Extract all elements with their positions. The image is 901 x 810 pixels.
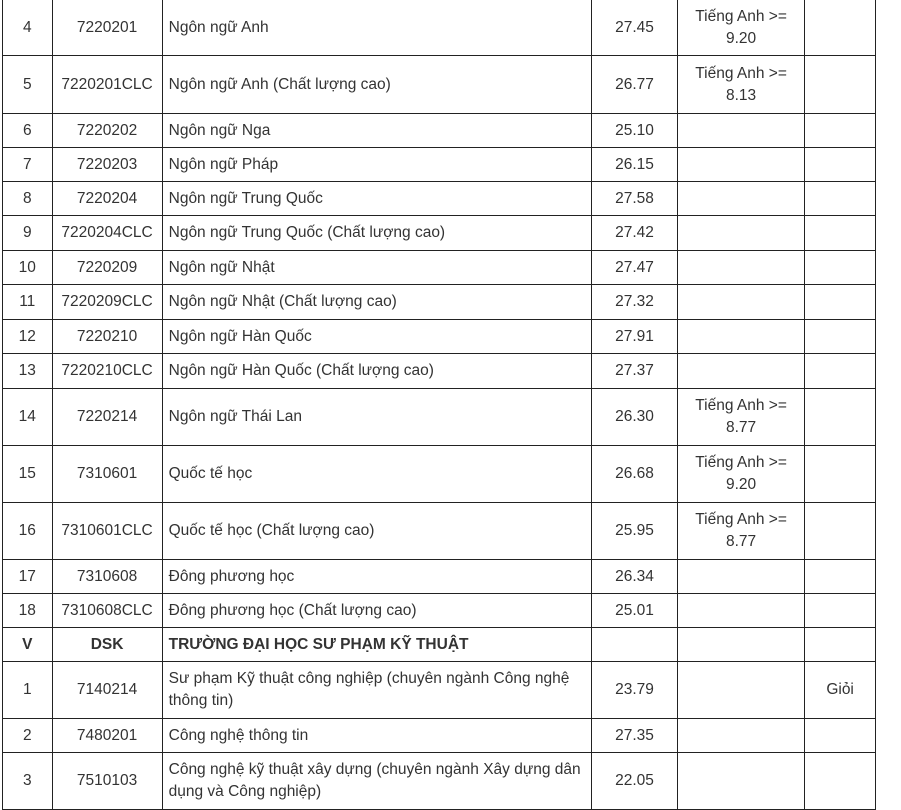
extra-criteria xyxy=(805,56,876,114)
row-index: 10 xyxy=(3,251,53,285)
subject-condition: Tiếng Anh >= 8.13 xyxy=(677,56,804,114)
table-row xyxy=(3,216,876,251)
table-row xyxy=(3,446,876,503)
major-code: 7480201 xyxy=(52,719,162,753)
subject-condition xyxy=(677,320,804,354)
section-roman-numeral: V xyxy=(3,628,53,662)
row-index: 15 xyxy=(3,446,53,503)
cutoff-score: 23.79 xyxy=(592,662,678,719)
table-row xyxy=(3,719,876,753)
major-name: Ngôn ngữ Trung Quốc (Chất lượng cao) xyxy=(162,216,591,251)
table-row xyxy=(3,389,876,446)
extra-criteria xyxy=(805,285,876,320)
major-name: Ngôn ngữ Thái Lan xyxy=(162,389,591,446)
major-name: Ngôn ngữ Nhật (Chất lượng cao) xyxy=(162,285,591,320)
cutoff-score: 27.47 xyxy=(592,251,678,285)
major-code: 7220210 xyxy=(52,320,162,354)
table-row xyxy=(3,0,876,56)
extra-criteria xyxy=(805,446,876,503)
cutoff-score: 25.95 xyxy=(592,503,678,560)
extra-criteria xyxy=(805,560,876,594)
cutoff-score: 26.34 xyxy=(592,560,678,594)
subject-condition xyxy=(677,662,804,719)
cutoff-score xyxy=(592,628,678,662)
major-code: 7310608 xyxy=(52,560,162,594)
extra-criteria xyxy=(805,753,876,810)
major-name: Ngôn ngữ Trung Quốc xyxy=(162,182,591,216)
subject-condition xyxy=(677,251,804,285)
row-index: 7 xyxy=(3,148,53,182)
major-name: Sư phạm Kỹ thuật công nghiệp (chuyên ngành Công nghệ thông tin) xyxy=(162,662,591,719)
major-name: Ngôn ngữ Anh xyxy=(162,0,591,56)
major-name: Đông phương học (Chất lượng cao) xyxy=(162,594,591,628)
row-index: 8 xyxy=(3,182,53,216)
row-index: 6 xyxy=(3,114,53,148)
major-name: Công nghệ thông tin xyxy=(162,719,591,753)
subject-condition xyxy=(677,285,804,320)
extra-criteria xyxy=(805,148,876,182)
extra-criteria xyxy=(805,389,876,446)
major-name: Quốc tế học xyxy=(162,446,591,503)
major-code: 7220209CLC xyxy=(52,285,162,320)
subject-condition: Tiếng Anh >= 8.77 xyxy=(677,503,804,560)
cutoff-score: 27.45 xyxy=(592,0,678,56)
row-index: 5 xyxy=(3,56,53,114)
subject-condition xyxy=(677,216,804,251)
row-index: 11 xyxy=(3,285,53,320)
major-name: Ngôn ngữ Hàn Quốc xyxy=(162,320,591,354)
cutoff-score: 26.77 xyxy=(592,56,678,114)
row-index: 2 xyxy=(3,719,53,753)
row-index: 1 xyxy=(3,662,53,719)
cutoff-score: 26.68 xyxy=(592,446,678,503)
cutoff-score: 27.91 xyxy=(592,320,678,354)
major-name: Ngôn ngữ Nhật xyxy=(162,251,591,285)
cutoff-score: 27.58 xyxy=(592,182,678,216)
cutoff-score: 26.15 xyxy=(592,148,678,182)
section-header-row xyxy=(3,628,876,662)
subject-condition xyxy=(677,560,804,594)
table-row xyxy=(3,753,876,810)
table-row xyxy=(3,662,876,719)
table-row xyxy=(3,560,876,594)
major-name: Ngôn ngữ Anh (Chất lượng cao) xyxy=(162,56,591,114)
extra-criteria xyxy=(805,251,876,285)
school-code: DSK xyxy=(52,628,162,662)
major-code: 7220201 xyxy=(52,0,162,56)
subject-condition: Tiếng Anh >= 9.20 xyxy=(677,446,804,503)
major-code: 7310601CLC xyxy=(52,503,162,560)
major-code: 7310608CLC xyxy=(52,594,162,628)
row-index: 14 xyxy=(3,389,53,446)
table-row xyxy=(3,56,876,114)
cutoff-score: 25.01 xyxy=(592,594,678,628)
cutoff-score: 26.30 xyxy=(592,389,678,446)
row-index: 9 xyxy=(3,216,53,251)
table-row xyxy=(3,251,876,285)
table-row xyxy=(3,320,876,354)
school-name: TRƯỜNG ĐẠI HỌC SƯ PHẠM KỸ THUẬT xyxy=(162,628,591,662)
subject-condition xyxy=(677,628,804,662)
extra-criteria xyxy=(805,503,876,560)
admission-score-table xyxy=(2,0,876,810)
major-code: 7140214 xyxy=(52,662,162,719)
cutoff-score: 22.05 xyxy=(592,753,678,810)
extra-criteria xyxy=(805,0,876,56)
row-index: 4 xyxy=(3,0,53,56)
table-row xyxy=(3,148,876,182)
major-code: 7220210CLC xyxy=(52,354,162,389)
subject-condition: Tiếng Anh >= 8.77 xyxy=(677,389,804,446)
extra-criteria xyxy=(805,594,876,628)
major-code: 7220204 xyxy=(52,182,162,216)
cutoff-score: 27.42 xyxy=(592,216,678,251)
row-index: 18 xyxy=(3,594,53,628)
table-row xyxy=(3,503,876,560)
major-name: Công nghệ kỹ thuật xây dựng (chuyên ngành Xây dựng dân dụng và Công nghiệp) xyxy=(162,753,591,810)
major-code: 7220202 xyxy=(52,114,162,148)
subject-condition xyxy=(677,594,804,628)
table-row xyxy=(3,114,876,148)
row-index: 3 xyxy=(3,753,53,810)
subject-condition xyxy=(677,182,804,216)
major-name: Quốc tế học (Chất lượng cao) xyxy=(162,503,591,560)
cutoff-score: 27.35 xyxy=(592,719,678,753)
major-code: 7220203 xyxy=(52,148,162,182)
extra-criteria xyxy=(805,354,876,389)
major-name: Ngôn ngữ Hàn Quốc (Chất lượng cao) xyxy=(162,354,591,389)
subject-condition xyxy=(677,114,804,148)
cutoff-score: 25.10 xyxy=(592,114,678,148)
extra-criteria xyxy=(805,628,876,662)
major-code: 7310601 xyxy=(52,446,162,503)
extra-criteria xyxy=(805,719,876,753)
extra-criteria xyxy=(805,320,876,354)
table-row xyxy=(3,354,876,389)
major-code: 7220201CLC xyxy=(52,56,162,114)
extra-criteria: Giỏi xyxy=(805,662,876,719)
extra-criteria xyxy=(805,114,876,148)
subject-condition xyxy=(677,148,804,182)
table-row xyxy=(3,182,876,216)
row-index: 17 xyxy=(3,560,53,594)
subject-condition xyxy=(677,753,804,810)
row-index: 12 xyxy=(3,320,53,354)
extra-criteria xyxy=(805,216,876,251)
major-name: Đông phương học xyxy=(162,560,591,594)
major-code: 7220204CLC xyxy=(52,216,162,251)
row-index: 13 xyxy=(3,354,53,389)
major-code: 7220214 xyxy=(52,389,162,446)
table-row xyxy=(3,285,876,320)
subject-condition xyxy=(677,354,804,389)
cutoff-score: 27.37 xyxy=(592,354,678,389)
major-code: 7510103 xyxy=(52,753,162,810)
major-code: 7220209 xyxy=(52,251,162,285)
cutoff-score: 27.32 xyxy=(592,285,678,320)
major-name: Ngôn ngữ Pháp xyxy=(162,148,591,182)
table-row xyxy=(3,594,876,628)
extra-criteria xyxy=(805,182,876,216)
major-name: Ngôn ngữ Nga xyxy=(162,114,591,148)
subject-condition xyxy=(677,719,804,753)
row-index: 16 xyxy=(3,503,53,560)
subject-condition: Tiếng Anh >= 9.20 xyxy=(677,0,804,56)
